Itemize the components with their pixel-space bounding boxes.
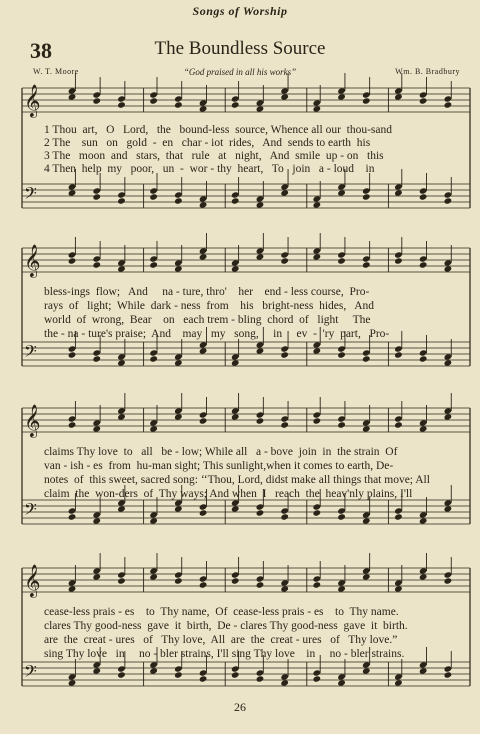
lyric-line: 3 The moon and stars, that rule at night, And smile up - on this [44, 150, 384, 162]
note-head [149, 425, 158, 432]
note-head [394, 257, 403, 264]
note-head [92, 355, 101, 362]
lyric-line: van - ish - es from hu-man sight; This sunlight,when it comes to earth, De- [44, 460, 394, 472]
note-head [419, 97, 428, 104]
note-head [394, 679, 403, 686]
lyric-line: 2 The sun on gold - en char - iot rides, And sends to earth his [44, 137, 371, 149]
note-head [394, 189, 403, 196]
note-head [256, 105, 265, 112]
note-head [117, 671, 126, 678]
note-head [174, 359, 183, 366]
note-head [199, 581, 208, 588]
note-head [174, 671, 183, 678]
note-head [362, 97, 371, 104]
note-head [117, 359, 126, 366]
lyric-line: bless-ings flow; And na - ture, thro' her end - less course, Pro- [44, 286, 370, 298]
treble-clef: 𝄞 [24, 84, 41, 117]
note-head [117, 413, 126, 420]
lyricist-credit: W. T. Moore [33, 67, 79, 76]
note-head [362, 517, 371, 524]
note-head [92, 193, 101, 200]
note-head [337, 585, 346, 592]
note-head [231, 265, 240, 272]
note-head [174, 197, 183, 204]
note-head [444, 577, 453, 584]
note-head [256, 675, 265, 682]
note-head [313, 509, 322, 516]
note-head [280, 585, 289, 592]
note-head [394, 513, 403, 520]
note-head [149, 261, 158, 268]
note-head [337, 351, 346, 358]
note-head [174, 413, 183, 420]
composer-credit: Wm. B. Bradbury [395, 67, 460, 76]
note-head [444, 359, 453, 366]
note-head [256, 253, 265, 260]
note-head [394, 351, 403, 358]
note-head [419, 355, 428, 362]
lyric-line: rays of light; While dark - ness from his bright-ness hides, And [44, 300, 375, 312]
note-head [92, 425, 101, 432]
note-head [92, 667, 101, 674]
note-head [256, 201, 265, 208]
note-head [92, 261, 101, 268]
note-head [444, 413, 453, 420]
note-head [231, 101, 240, 108]
note-head [337, 513, 346, 520]
note-head [362, 355, 371, 362]
note-head [68, 257, 77, 264]
note-head [68, 679, 77, 686]
note-head [174, 577, 183, 584]
note-head [313, 581, 322, 588]
lyric-line: clares Thy good-ness gave it birth, De - clares Thy good-ness gave it birth. [44, 620, 408, 632]
lyric-line: 1 Thou art, O Lord, the bound-less source, Whence all our thou-sand [44, 124, 393, 136]
note-head [92, 517, 101, 524]
note-head [199, 105, 208, 112]
note-head [68, 351, 77, 358]
note-head [231, 505, 240, 512]
note-head [280, 513, 289, 520]
bass-clef: 𝄢 [24, 183, 37, 207]
note-head [117, 197, 126, 204]
note-head [68, 93, 77, 100]
note-head [362, 573, 371, 580]
note-head [337, 421, 346, 428]
note-head [394, 421, 403, 428]
note-head [313, 675, 322, 682]
note-head [199, 509, 208, 516]
treble-clef: 𝄞 [24, 244, 41, 277]
lyric-line: world of wrong, Bear on each trem - bling chord of light The [44, 314, 371, 326]
note-head [444, 197, 453, 204]
note-head [313, 105, 322, 112]
bass-clef: 𝄢 [24, 499, 37, 523]
note-head [313, 253, 322, 260]
note-head [256, 581, 265, 588]
note-head [199, 417, 208, 424]
note-head [174, 101, 183, 108]
note-head [419, 517, 428, 524]
note-head [394, 585, 403, 592]
note-head [313, 201, 322, 208]
page-number: 26 [234, 700, 246, 714]
note-head [337, 93, 346, 100]
note-head [174, 265, 183, 272]
note-head [419, 261, 428, 268]
note-head [149, 355, 158, 362]
treble-clef: 𝄞 [24, 564, 41, 597]
note-head [117, 577, 126, 584]
note-head [256, 417, 265, 424]
note-head [280, 189, 289, 196]
lyric-line: cease-less prais - es to Thy name, Of cease-less prais - es to Thy name. [44, 606, 399, 618]
treble-clef: 𝄞 [24, 404, 41, 437]
note-head [313, 347, 322, 354]
note-head [362, 425, 371, 432]
note-head [68, 513, 77, 520]
note-head [149, 667, 158, 674]
epigraph: “God praised in all his works” [183, 67, 297, 77]
note-head [199, 201, 208, 208]
note-head [92, 573, 101, 580]
lyric-line: claim the won-ders of Thy ways; And when I reach the heav'nly plains, I'll [44, 488, 413, 500]
lyric-line: sing Thy love in no - bler strains, I'll sing Thy love in no - bler strains. [44, 648, 405, 660]
lyric-line: are the creat - ures of Thy love, All are the creat - ures of Thy love.” [44, 634, 398, 646]
note-head [231, 359, 240, 366]
note-head [68, 189, 77, 196]
lyric-line: the - na - ture's praise; And may my song, in ev - 'ry part, Pro- [44, 328, 390, 340]
note-head [419, 667, 428, 674]
note-head [68, 421, 77, 428]
note-head [149, 573, 158, 580]
note-head [280, 421, 289, 428]
note-head [337, 257, 346, 264]
note-head [419, 193, 428, 200]
note-head [149, 517, 158, 524]
note-head [174, 505, 183, 512]
note-head [280, 93, 289, 100]
lyric-line: claims Thy love to all be - low; While all a - bove join in the strain Of [44, 446, 398, 458]
hymn-number: 38 [30, 38, 52, 63]
note-head [231, 577, 240, 584]
note-head [313, 417, 322, 424]
note-head [444, 265, 453, 272]
note-head [231, 197, 240, 204]
note-head [280, 679, 289, 686]
note-head [280, 257, 289, 264]
note-head [362, 193, 371, 200]
note-head [199, 253, 208, 260]
note-head [256, 509, 265, 516]
note-head [199, 347, 208, 354]
note-head [92, 97, 101, 104]
note-head [394, 93, 403, 100]
note-head [419, 573, 428, 580]
note-head [149, 193, 158, 200]
section-title: Songs of Worship [192, 4, 288, 18]
note-head [444, 671, 453, 678]
note-head [362, 261, 371, 268]
note-head [337, 189, 346, 196]
note-head [419, 425, 428, 432]
note-head [68, 585, 77, 592]
bass-clef: 𝄢 [24, 661, 37, 685]
note-head [117, 265, 126, 272]
note-head [117, 505, 126, 512]
lyric-line: notes of this sweet, sacred song: ‘‘Thou, Lord, didst make all things that move; All [44, 474, 430, 486]
note-head [199, 675, 208, 682]
lyric-line: 4 Then help my poor, un - wor - thy heart, To join a - loud in [44, 163, 375, 175]
note-head [444, 505, 453, 512]
note-head [337, 679, 346, 686]
note-head [362, 667, 371, 674]
bass-clef: 𝄢 [24, 341, 37, 365]
note-head [149, 97, 158, 104]
note-head [256, 347, 265, 354]
note-head [231, 413, 240, 420]
note-head [117, 101, 126, 108]
note-head [231, 671, 240, 678]
note-head [444, 101, 453, 108]
hymn-title: The Boundless Source [154, 38, 326, 59]
note-head [280, 351, 289, 358]
